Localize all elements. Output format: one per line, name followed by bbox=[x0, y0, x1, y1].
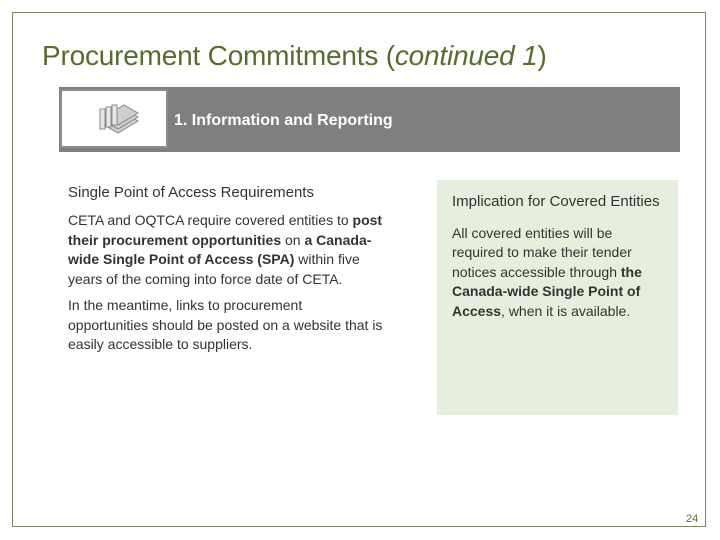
implication-text-2: , when it is available. bbox=[501, 302, 631, 319]
implication-box bbox=[437, 180, 678, 415]
page-number: 24 bbox=[686, 513, 699, 525]
left-column bbox=[68, 184, 386, 362]
left-p1-bold-2: a Canada-wide Single Point of Access (SPA) bbox=[68, 231, 372, 267]
implication-bold: the Canada-wide Single Point of Access bbox=[452, 263, 642, 319]
left-p1-text-1: CETA and OQTCA require covered entities to bbox=[68, 212, 353, 228]
left-paragraph-2: In the meantime, links to procurement opportunities should be posted on a website that is easily accessible to suppliers. bbox=[68, 297, 383, 352]
slide-title bbox=[42, 40, 547, 72]
left-p1-text-3: within five years of the coming into force date of CETA. bbox=[68, 251, 360, 287]
section-icon-box bbox=[60, 89, 168, 148]
left-p1-text-2: on bbox=[281, 231, 305, 248]
section-label: 1. Information and Reporting bbox=[174, 112, 393, 129]
title-main: Procurement Commitments ( bbox=[42, 40, 395, 71]
title-italic: continued 1 bbox=[394, 40, 538, 71]
left-heading: Single Point of Access Requirements bbox=[68, 184, 314, 201]
left-paragraph-1 bbox=[68, 211, 386, 289]
implication-paragraph bbox=[452, 224, 664, 322]
title-end: ) bbox=[537, 40, 547, 71]
implication-heading: Implication for Covered Entities bbox=[452, 193, 660, 210]
implication-text-1: All covered entities will be required to make their tender notices accessible through bbox=[452, 224, 632, 280]
left-p1-bold-1: post their procurement opportunities bbox=[68, 212, 383, 248]
section-bar bbox=[59, 87, 680, 152]
